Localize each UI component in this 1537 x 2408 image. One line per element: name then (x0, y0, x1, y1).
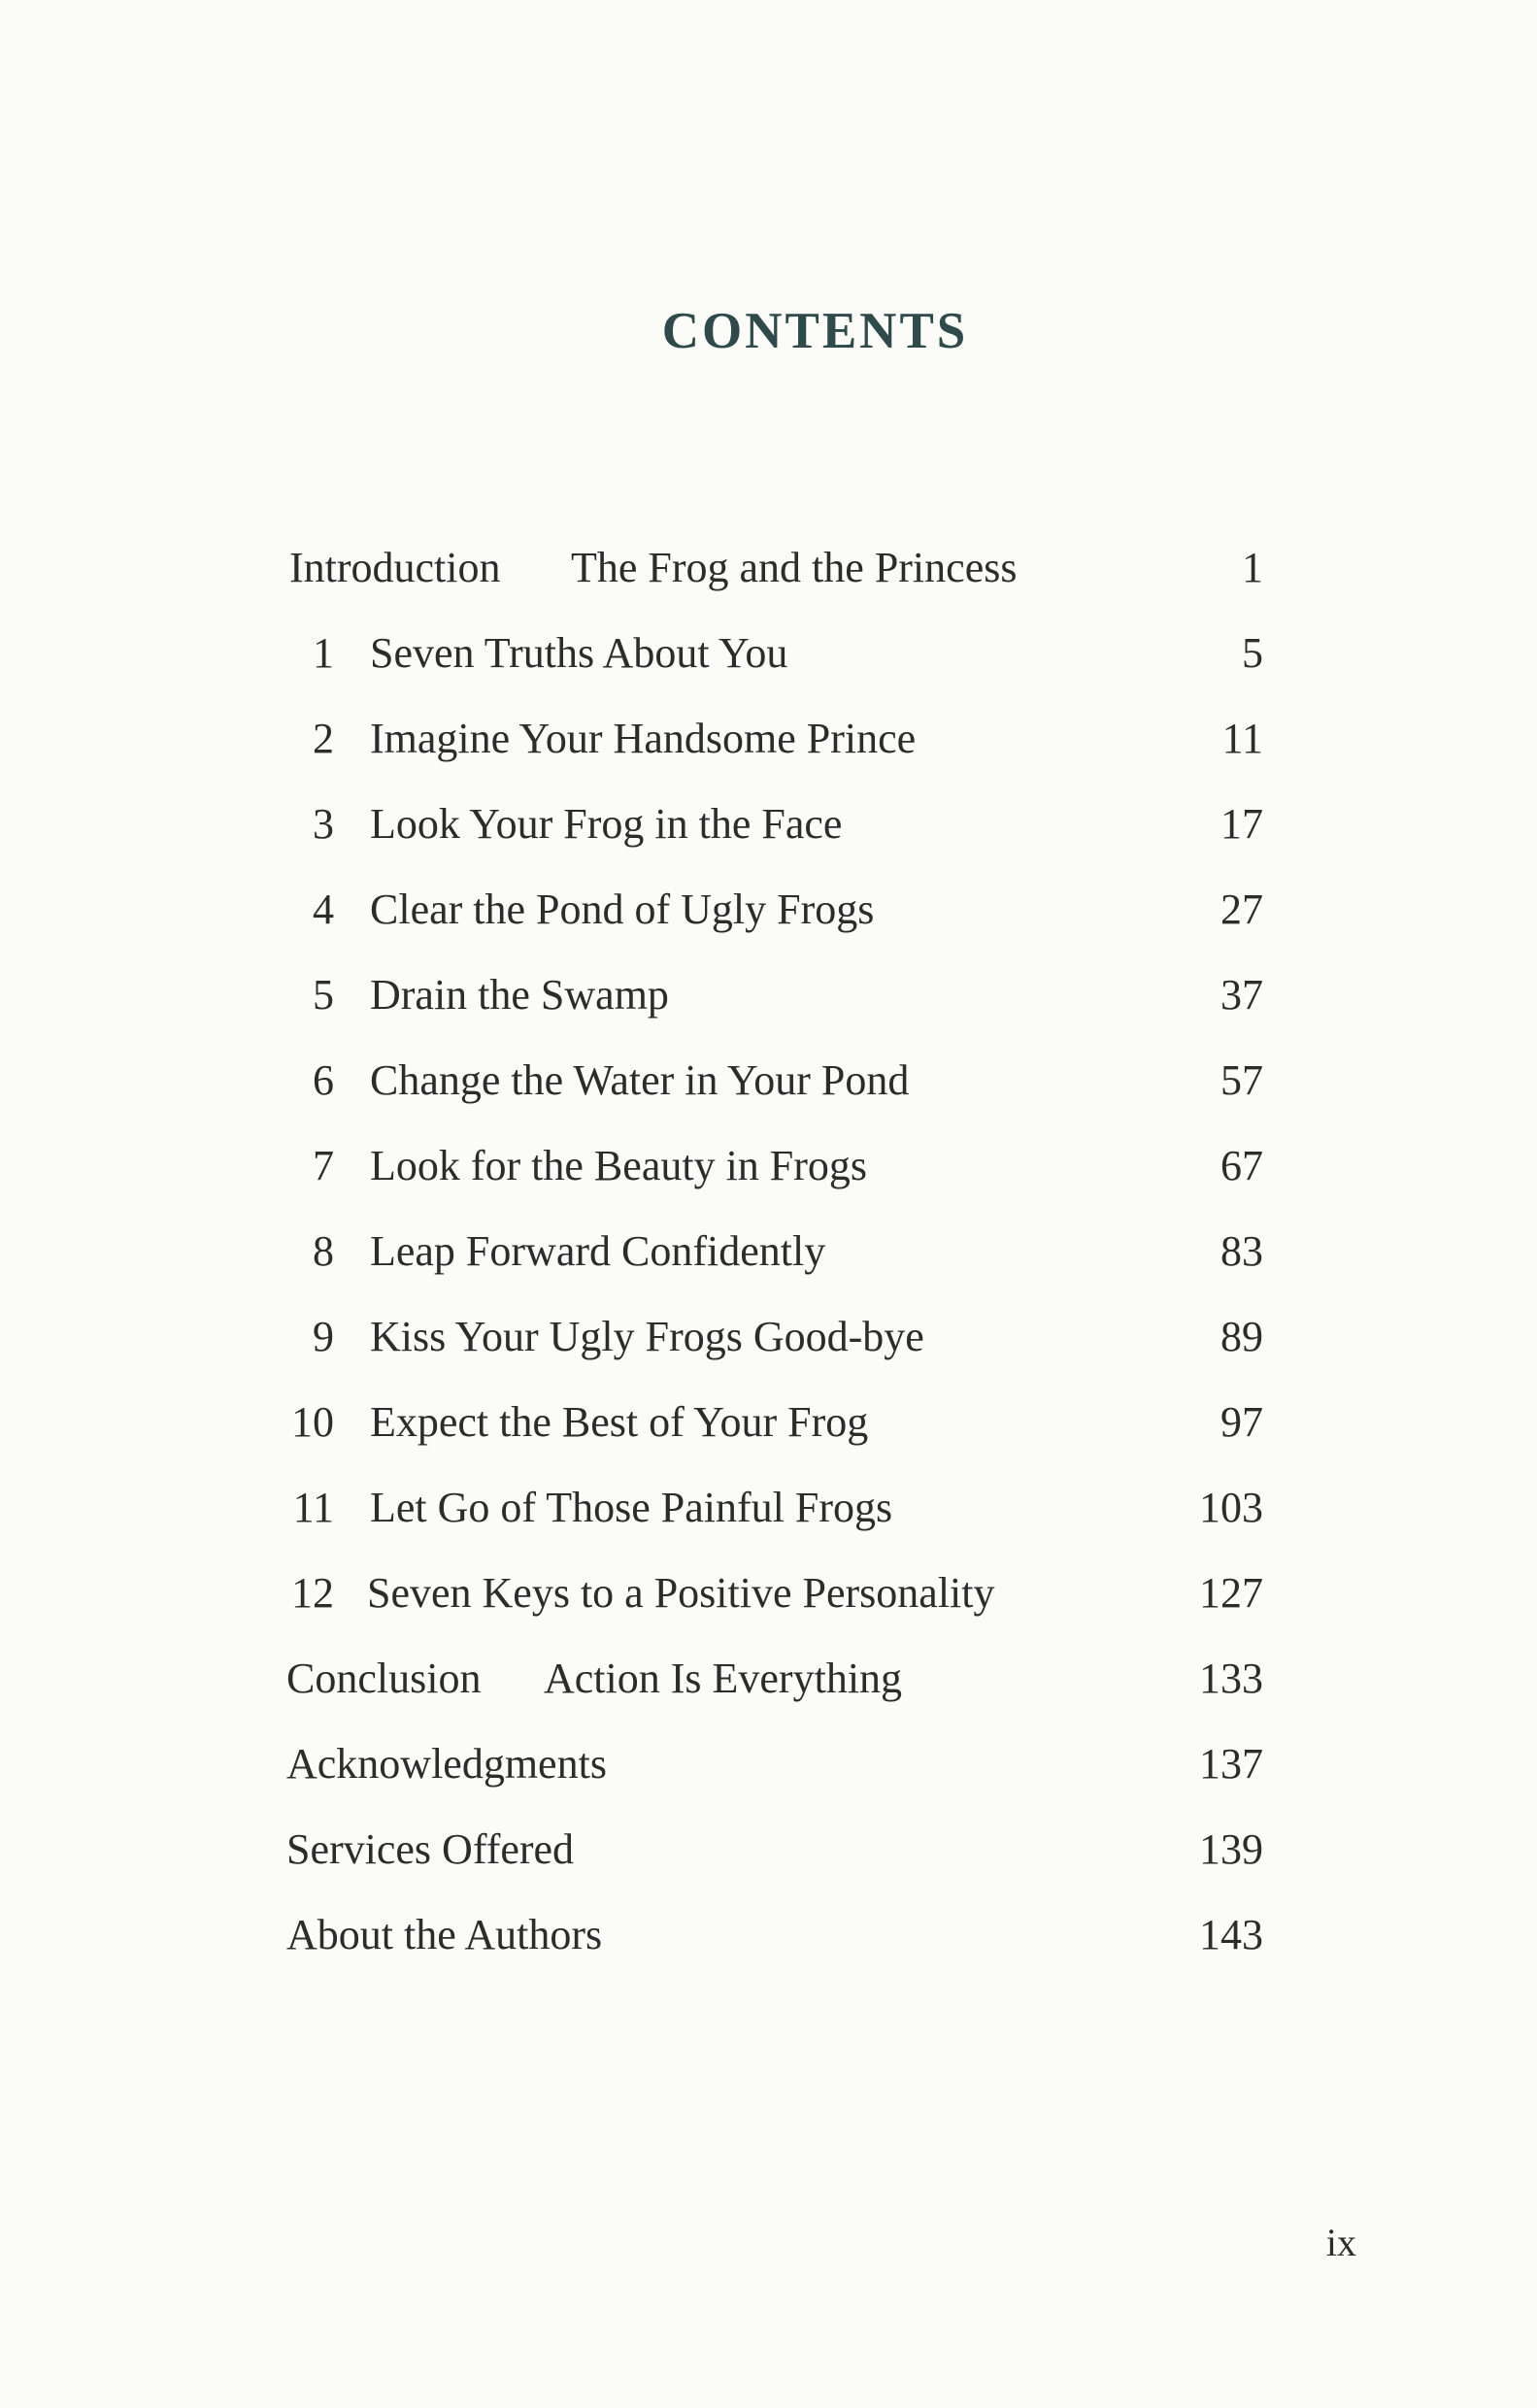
toc-entry-chapter-3[interactable] (0, 792, 1537, 878)
toc-entry-title: Imagine Your Handsome Prince (370, 715, 917, 762)
toc-entry-title: Kiss Your Ugly Frogs Good-bye (370, 1313, 924, 1360)
toc-entry-title: Leap Forward Confidently (370, 1227, 826, 1275)
toc-entry-page: 17 (1220, 800, 1263, 848)
toc-entry-label: Services Offered (286, 1825, 575, 1873)
toc-entry-page: 127 (1199, 1569, 1263, 1617)
toc-entry-title: Let Go of Those Painful Frogs (370, 1484, 893, 1531)
toc-entry-page: 37 (1220, 971, 1263, 1019)
toc-entry-title: Expect the Best of Your Frog (370, 1398, 869, 1446)
toc-entry-chapter-5[interactable] (0, 963, 1537, 1049)
toc-entry-page: 83 (1220, 1227, 1263, 1275)
toc-entry-number: 6 (313, 1056, 334, 1104)
toc-entry-title: The Frog and the Princess (571, 544, 1018, 591)
toc-entry-title: Change the Water in Your Pond (370, 1056, 910, 1104)
toc-entry-label: Acknowledgments (286, 1740, 607, 1788)
toc-entry-page: 133 (1199, 1655, 1263, 1702)
table-of-contents (0, 536, 1537, 1992)
toc-entry-services-offered[interactable] (0, 1818, 1537, 1903)
toc-entry-title: Clear the Pond of Ugly Frogs (370, 886, 875, 933)
toc-entry-about-the-authors[interactable] (0, 1903, 1537, 1989)
toc-entry-number: 5 (313, 971, 334, 1019)
toc-entry-page: 5 (1242, 629, 1263, 677)
toc-entry-chapter-12[interactable] (0, 1561, 1537, 1647)
toc-entry-acknowledgments[interactable] (0, 1732, 1537, 1818)
toc-entry-page: 57 (1220, 1056, 1263, 1104)
toc-entry-chapter-11[interactable] (0, 1476, 1537, 1561)
toc-entry-chapter-2[interactable] (0, 707, 1537, 792)
toc-entry-page: 139 (1199, 1825, 1263, 1873)
toc-entry-number: 1 (313, 629, 334, 677)
toc-entry-chapter-6[interactable] (0, 1049, 1537, 1134)
toc-entry-title: Look for the Beauty in Frogs (370, 1142, 868, 1189)
toc-entry-title: Look Your Frog in the Face (370, 800, 843, 848)
toc-entry-page: 137 (1199, 1740, 1263, 1788)
toc-entry-page: 11 (1221, 715, 1263, 762)
toc-entry-chapter-8[interactable] (0, 1220, 1537, 1305)
toc-entry-number: 7 (313, 1142, 334, 1189)
toc-entry-number: 2 (313, 715, 334, 762)
page-number: ix (1325, 2221, 1356, 2264)
toc-entry-page: 143 (1199, 1911, 1263, 1958)
toc-entry-label: Introduction (289, 544, 501, 591)
toc-entry-title: Drain the Swamp (370, 971, 669, 1019)
toc-entry-number: 12 (291, 1569, 334, 1617)
toc-entry-title: Seven Truths About You (370, 629, 788, 677)
toc-entry-page: 89 (1220, 1313, 1263, 1360)
toc-entry-chapter-10[interactable] (0, 1390, 1537, 1476)
toc-entry-label: Conclusion (286, 1655, 482, 1702)
toc-entry-conclusion[interactable] (0, 1647, 1537, 1732)
toc-entry-chapter-1[interactable] (0, 621, 1537, 707)
toc-entry-chapter-4[interactable] (0, 878, 1537, 963)
toc-entry-page: 1 (1242, 544, 1263, 591)
toc-entry-page: 67 (1220, 1142, 1263, 1189)
toc-entry-title: Action Is Everything (544, 1655, 903, 1702)
page-title: CONTENTS (661, 303, 969, 359)
toc-entry-page: 103 (1199, 1484, 1263, 1531)
toc-entry-introduction[interactable] (0, 536, 1537, 621)
toc-entry-chapter-9[interactable] (0, 1305, 1537, 1390)
toc-entry-chapter-7[interactable] (0, 1134, 1537, 1220)
toc-entry-label: About the Authors (286, 1911, 603, 1958)
toc-entry-number: 8 (313, 1227, 334, 1275)
toc-entry-number: 3 (313, 800, 334, 848)
toc-entry-number: 10 (291, 1398, 334, 1446)
toc-entry-title: Seven Keys to a Positive Personality (367, 1569, 995, 1617)
toc-entry-number: 11 (292, 1484, 334, 1531)
toc-entry-page: 97 (1220, 1398, 1263, 1446)
toc-entry-number: 9 (313, 1313, 334, 1360)
toc-entry-number: 4 (313, 886, 334, 933)
toc-entry-page: 27 (1220, 886, 1263, 933)
